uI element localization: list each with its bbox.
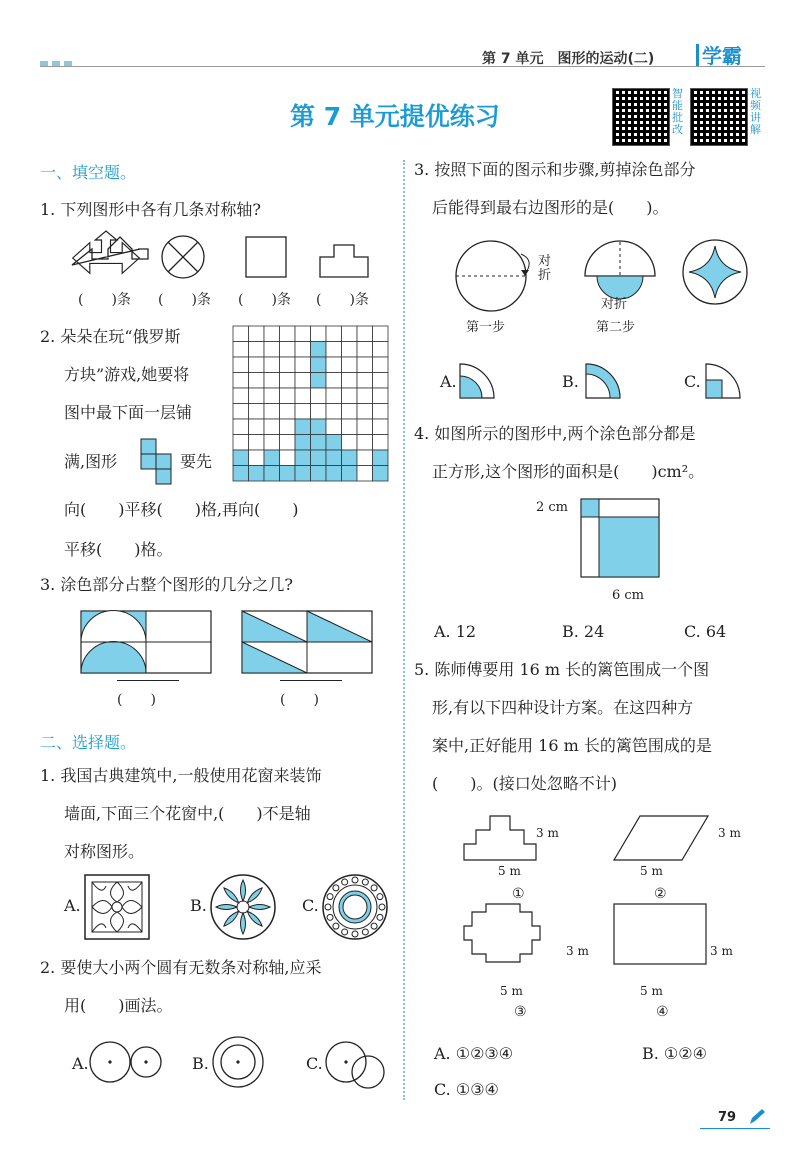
result-star-circle <box>683 240 747 304</box>
grid-cell <box>280 404 296 420</box>
fig-label-1: ① <box>512 886 525 902</box>
blank-4[interactable]: ( )条 <box>316 292 369 308</box>
grid-cell <box>342 435 358 451</box>
grid-cell <box>357 404 373 420</box>
grid-cell <box>326 419 342 435</box>
dim-w-1: 5 m <box>498 864 521 878</box>
grid-cell <box>280 357 296 373</box>
quarter-a <box>458 362 498 402</box>
fold-label-2: 对折 <box>601 297 628 312</box>
grid-cell <box>357 388 373 404</box>
grid-cell <box>280 342 296 358</box>
grid-cell <box>326 466 342 482</box>
grid-cell <box>264 326 280 342</box>
design-2 <box>614 816 708 860</box>
brand-bar <box>696 44 699 66</box>
question-2-2-line1: 2. 要使大小两个圆有无数条对称轴,应采 <box>40 958 322 977</box>
grid-cell <box>295 435 311 451</box>
grid-cell <box>326 435 342 451</box>
fig-label-2: ② <box>654 886 667 902</box>
quarter-c <box>704 362 744 402</box>
option-r4-b[interactable]: B. 24 <box>562 622 605 641</box>
option-r4-c[interactable]: C. 64 <box>684 622 727 641</box>
dim-h-1: 3 m <box>536 826 559 840</box>
fraction-blank-1[interactable]: ( ) <box>117 692 156 708</box>
grid-cell <box>295 357 311 373</box>
header-rule <box>40 66 765 67</box>
fence-designs <box>462 812 762 1012</box>
grid-cell <box>357 326 373 342</box>
grid-cell <box>357 450 373 466</box>
option-2-1-c[interactable]: C. <box>302 896 319 915</box>
grid-cell <box>295 388 311 404</box>
grid-cell <box>249 450 265 466</box>
grid-cell <box>357 373 373 389</box>
brand-logo: 学霸 <box>702 44 742 68</box>
grid-cell <box>264 404 280 420</box>
grid-cell <box>357 466 373 482</box>
squares-figure <box>580 498 660 580</box>
grid-cell <box>326 388 342 404</box>
grid-cell <box>342 342 358 358</box>
lattice-window-c <box>322 874 390 942</box>
grid-cell <box>311 373 327 389</box>
circles-c <box>326 1040 390 1090</box>
grid-cell <box>295 404 311 420</box>
quarter-b <box>584 362 624 402</box>
window-petal <box>241 880 246 901</box>
window-petal <box>241 913 246 934</box>
grid-cell <box>311 404 327 420</box>
grid-cell <box>373 326 389 342</box>
question-1-2-line6: 平移( )格。 <box>64 540 173 559</box>
grid-cell <box>342 419 358 435</box>
grid-cell <box>249 404 265 420</box>
fraction-blank-2[interactable]: ( ) <box>280 692 319 708</box>
option-2-1-b[interactable]: B. <box>190 896 207 915</box>
grid-cell <box>264 388 280 404</box>
tetris-grid <box>232 325 392 490</box>
grid-cell <box>249 373 265 389</box>
grid-cell <box>311 388 327 404</box>
grid-cell <box>233 450 249 466</box>
dim-w-2: 5 m <box>640 864 663 878</box>
window-petal <box>216 905 237 910</box>
grid-cell <box>373 404 389 420</box>
question-2-1-line1: 1. 我国古典建筑中,一般使用花窗来装饰 <box>40 766 322 785</box>
dim-w-4: 5 m <box>640 984 663 998</box>
grid-cell <box>342 450 358 466</box>
circles-a <box>90 1040 170 1084</box>
grid-cell <box>373 373 389 389</box>
question-r5-line3: 案中,正好能用 16 m 长的篱笆围成的是 <box>432 736 712 755</box>
step1-label: 第一步 <box>466 320 506 335</box>
symmetry-shapes <box>70 235 400 285</box>
grid-cell <box>311 326 327 342</box>
question-r5-line1: 5. 陈师傅要用 16 m 长的篱笆围成一个图 <box>414 660 710 679</box>
grid-cell <box>357 435 373 451</box>
fraction-figures <box>80 610 380 680</box>
column-divider <box>403 160 405 1100</box>
question-1-2-line1: 2. 朵朵在玩“俄罗斯 <box>40 327 181 346</box>
blank-3[interactable]: ( )条 <box>238 292 291 308</box>
grid-cell <box>311 450 327 466</box>
option-r5-c[interactable]: C. ①③④ <box>434 1080 499 1099</box>
grid-cell <box>295 419 311 435</box>
grid-cell <box>233 419 249 435</box>
grid-cell <box>373 388 389 404</box>
grid-cell <box>311 435 327 451</box>
grid-cell <box>233 373 249 389</box>
grid-cell <box>264 373 280 389</box>
option-2-2-c[interactable]: C. <box>306 1054 323 1073</box>
grid-cell <box>249 326 265 342</box>
grid-cell <box>280 373 296 389</box>
qr-code-grading[interactable] <box>612 88 670 146</box>
question-r4-line1: 4. 如图所示的图形中,两个涂色部分都是 <box>414 424 696 443</box>
grid-cell <box>342 404 358 420</box>
option-r5-b[interactable]: B. ①②④ <box>642 1044 707 1063</box>
question-1-3: 3. 涂色部分占整个图形的几分之几? <box>40 575 293 594</box>
t-shape <box>320 245 368 277</box>
grid-cell <box>233 466 249 482</box>
header-decoration <box>40 52 76 71</box>
fig-label-3: ③ <box>514 1004 527 1020</box>
design-4 <box>614 904 706 964</box>
figure-triangles <box>242 611 372 673</box>
grid-cell <box>311 342 327 358</box>
grid-cell <box>373 450 389 466</box>
grid-cell <box>326 373 342 389</box>
pencil-icon <box>748 1108 766 1126</box>
grid-cell <box>295 342 311 358</box>
lattice-window-b <box>210 874 278 942</box>
grid-cell <box>342 373 358 389</box>
square-shape <box>246 237 286 277</box>
blank-1[interactable]: ( )条 <box>78 292 131 308</box>
grid-cell <box>357 357 373 373</box>
grid-cell <box>311 419 327 435</box>
grid-cell <box>326 342 342 358</box>
option-r3-c[interactable]: C. <box>684 372 701 391</box>
grid-cell <box>311 466 327 482</box>
grid-cell <box>233 326 249 342</box>
grid-cell <box>249 435 265 451</box>
circles-b <box>212 1036 268 1092</box>
grid-cell <box>264 450 280 466</box>
section-heading-choice: 二、选择题。 <box>40 733 137 752</box>
grid-cell <box>295 326 311 342</box>
grid-cell <box>326 357 342 373</box>
dimension-6cm: 6 cm <box>612 588 645 603</box>
grid-cell <box>233 388 249 404</box>
grid-cell <box>233 342 249 358</box>
dimension-2cm: 2 cm <box>536 500 569 515</box>
grid-cell <box>373 419 389 435</box>
design-1 <box>464 816 536 860</box>
grid-cell <box>233 357 249 373</box>
grid-cell <box>233 435 249 451</box>
grid-cell <box>342 466 358 482</box>
grid-cell <box>295 373 311 389</box>
grid-cell <box>280 326 296 342</box>
dim-h-4: 3 m <box>710 944 733 958</box>
fraction-bar-1 <box>117 680 179 681</box>
qr-label-grading: 智能批改 <box>672 87 683 136</box>
option-r3-b[interactable]: B. <box>562 372 579 391</box>
grid-cell <box>326 326 342 342</box>
window-petal <box>249 905 270 910</box>
grid-cell <box>249 466 265 482</box>
grid-cell <box>357 342 373 358</box>
figure-semicircles <box>81 611 211 673</box>
question-1-2-line2: 方块”游戏,她要将 <box>64 365 190 384</box>
grid-cell <box>264 419 280 435</box>
option-2-2-a[interactable]: A. <box>72 1054 89 1073</box>
question-2-1-line2: 墙面,下面三个花窗中,( )不是轴 <box>64 804 311 823</box>
grid-cell <box>280 466 296 482</box>
dim-h-2: 3 m <box>718 826 741 840</box>
grid-cell <box>280 388 296 404</box>
question-1-2-line4b: 要先 <box>180 452 213 471</box>
option-r5-a[interactable]: A. ①②③④ <box>434 1044 514 1063</box>
fold-label-1: 对折 <box>538 254 552 283</box>
qr-code-video[interactable] <box>690 88 748 146</box>
question-r5-line2: 形,有以下四种设计方案。在这四种方 <box>432 698 694 717</box>
grid-cell <box>295 466 311 482</box>
step2-semicircle <box>585 241 655 299</box>
grid-cell <box>326 404 342 420</box>
step2-label: 第二步 <box>596 320 636 335</box>
question-r4-line2: 正方形,这个图形的面积是( )cm²。 <box>432 462 705 481</box>
grid-cell <box>280 435 296 451</box>
page-title: 第 7 单元提优练习 <box>290 102 500 131</box>
grid-cell <box>295 450 311 466</box>
page-number: 79 <box>718 1110 737 1125</box>
grid-cell <box>373 466 389 482</box>
grid-cell <box>249 357 265 373</box>
grid-cell <box>357 419 373 435</box>
grid-cell <box>249 342 265 358</box>
option-2-1-a[interactable]: A. <box>64 896 81 915</box>
grid-cell <box>280 450 296 466</box>
option-r3-a[interactable]: A. <box>440 372 457 391</box>
option-2-2-b[interactable]: B. <box>192 1054 209 1073</box>
design-3 <box>464 904 540 962</box>
grid-cell <box>311 357 327 373</box>
grid-cell <box>342 326 358 342</box>
unit-label: 第 7 单元 图形的运动(二) <box>482 51 655 67</box>
question-2-1-line3: 对称图形。 <box>64 842 145 861</box>
grid-cell <box>326 450 342 466</box>
grid-cell <box>264 435 280 451</box>
tetromino-piece <box>140 438 176 486</box>
grid-cell <box>373 435 389 451</box>
question-2-2-line2: 用( )画法。 <box>64 996 173 1015</box>
question-r5-line4: ( )。(接口处忽略不计) <box>432 774 617 793</box>
lattice-window-a <box>84 874 152 942</box>
grid-cell <box>264 342 280 358</box>
question-r3-line1: 3. 按照下面的图示和步骤,剪掉涂色部分 <box>414 160 696 179</box>
grid-cell <box>233 404 249 420</box>
grid-cell <box>342 388 358 404</box>
blank-2[interactable]: ( )条 <box>158 292 211 308</box>
question-1-1: 1. 下列图形中各有几条对称轴? <box>40 200 261 219</box>
fraction-bar-2 <box>280 680 342 681</box>
dim-h-3: 3 m <box>566 944 589 958</box>
grid-cell <box>373 357 389 373</box>
fig-label-4: ④ <box>656 1004 669 1020</box>
grid-cell <box>249 388 265 404</box>
step1-circle <box>456 241 529 311</box>
grid-cell <box>280 419 296 435</box>
option-r4-a[interactable]: A. 12 <box>434 622 477 641</box>
question-r3-line2: 后能得到最右边图形的是( )。 <box>432 198 669 217</box>
section-heading-fill: 一、填空题。 <box>40 163 137 182</box>
question-1-2-line5: 向( )平移( )格,再向( ) <box>64 500 299 519</box>
grid-cell <box>342 357 358 373</box>
page-number-rule <box>700 1128 770 1129</box>
dim-w-3: 5 m <box>500 984 523 998</box>
grid-cell <box>249 419 265 435</box>
grid-cell <box>264 466 280 482</box>
question-1-2-line3: 图中最下面一层铺 <box>64 403 193 422</box>
grid-cell <box>264 357 280 373</box>
question-1-2-line4a: 满,图形 <box>64 452 118 471</box>
grid-cell <box>373 342 389 358</box>
qr-label-video: 视频讲解 <box>750 87 761 136</box>
